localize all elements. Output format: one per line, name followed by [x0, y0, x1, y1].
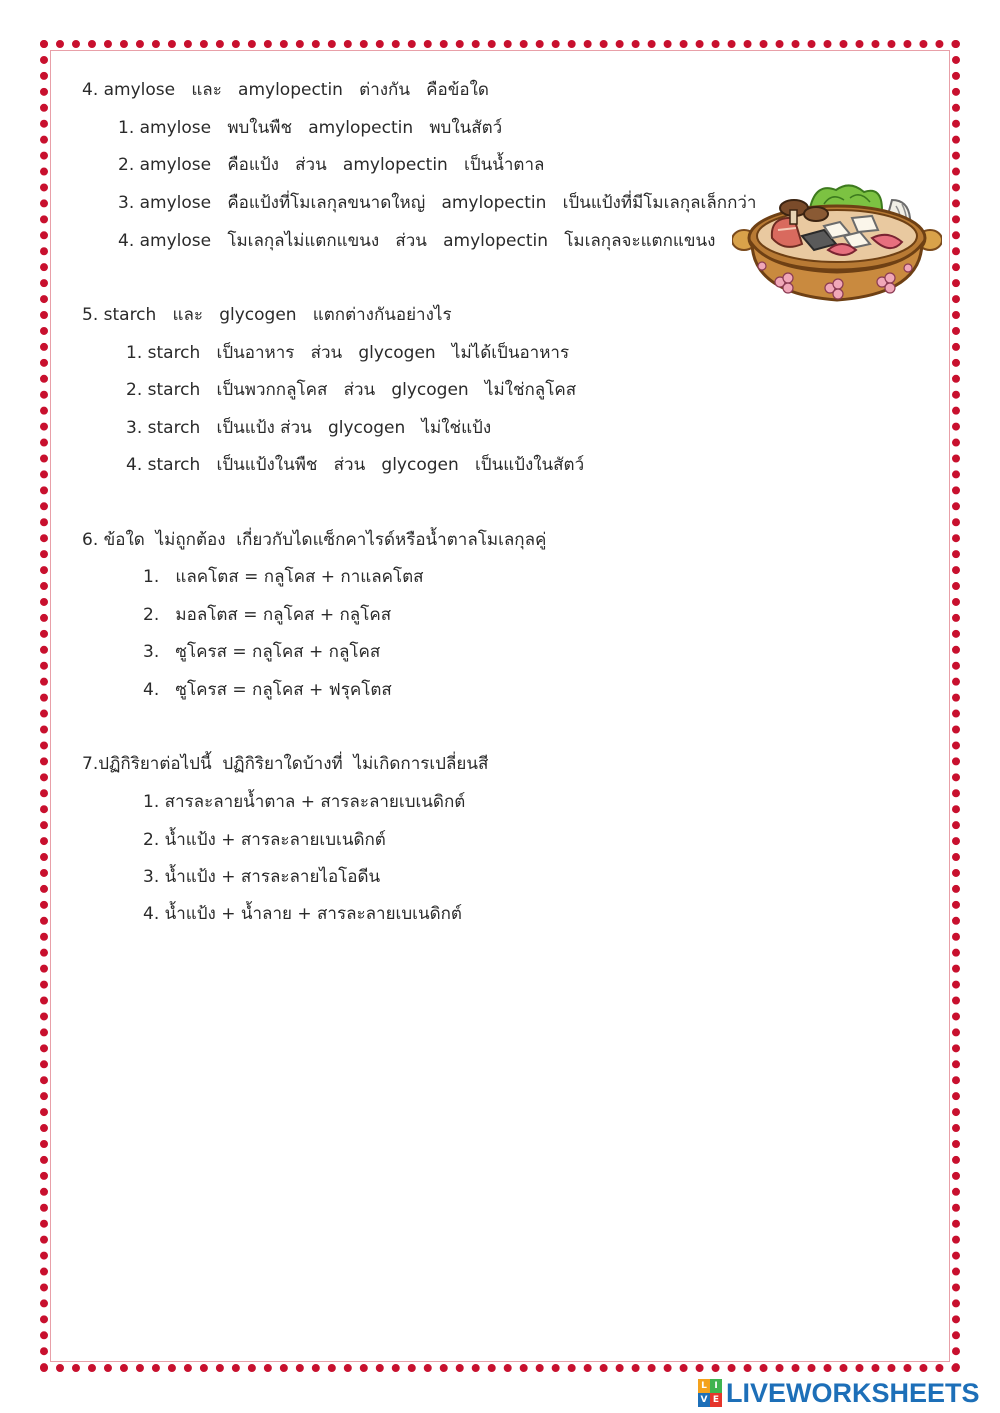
- question-7-choice-4[interactable]: 4. น้ำแป้ง + น้ำลาย + สารละลายเบเนดิกต์: [143, 904, 462, 924]
- question-6-choice-4[interactable]: 4. ซูโครส = กลูโคส + ฟรุคโตส: [143, 680, 392, 700]
- question-4-choice-3[interactable]: 3. amylose คือแป้งที่โมเลกุลขนาดใหญ่ amylopectin เป็นแป้งที่มีโมเลกุลเล็กกว่า: [118, 193, 757, 213]
- question-4-choice-2[interactable]: 2. amylose คือแป้ง ส่วน amylopectin เป็นน้ำตาล: [118, 155, 545, 175]
- question-5-choice-2[interactable]: 2. starch เป็นพวกกลูโคส ส่วน glycogen ไม่ใช่กลูโคส: [126, 380, 577, 400]
- hotpot-icon: [732, 178, 942, 308]
- question-6-choice-1[interactable]: 1. แลคโตส = กลูโคส + กาแลคโตส: [143, 567, 424, 587]
- question-7-choice-1[interactable]: 1. สารละลายน้ำตาล + สารละลายเบเนดิกต์: [143, 792, 466, 812]
- question-7-choice-2[interactable]: 2. น้ำแป้ง + สารละลายเบเนดิกต์: [143, 830, 386, 850]
- question-6-stem: 6. ข้อใด ไม่ถูกต้อง เกี่ยวกับไดแซ็กคาไรด์หรือน้ำตาลโมเลกุลคู่: [82, 530, 547, 550]
- question-4-stem: 4. amylose และ amylopectin ต่างกัน คือข้อใด: [82, 80, 489, 100]
- question-5-choice-3[interactable]: 3. starch เป็นแป้ง ส่วน glycogen ไม่ใช่แป้ง: [126, 418, 492, 438]
- question-4-choice-4[interactable]: 4. amylose โมเลกุลไม่แตกแขนง ส่วน amylopectin โมเลกุลจะแตกแขนง: [118, 231, 716, 251]
- question-5-stem: 5. starch และ glycogen แตกต่างกันอย่างไร: [82, 305, 452, 325]
- question-4-choice-1[interactable]: 1. amylose พบในพืช amylopectin พบในสัตว์: [118, 118, 503, 138]
- question-7-stem: 7.ปฏิกิริยาต่อไปนี้ ปฏิกิริยาใดบ้างที่ ไม่เกิดการเปลี่ยนสี: [82, 754, 489, 774]
- question-7-choice-3[interactable]: 3. น้ำแป้ง + สารละลายไอโอดีน: [143, 867, 381, 887]
- liveworksheets-wordmark: LIVEWORKSHEETS: [726, 1377, 980, 1408]
- question-5-choice-4[interactable]: 4. starch เป็นแป้งในพืช ส่วน glycogen เป็นแป้งในสัตว์: [126, 455, 585, 475]
- question-6-choice-2[interactable]: 2. มอลโตส = กลูโคส + กลูโคส: [143, 605, 392, 625]
- liveworksheets-mark-icon: L I V E: [698, 1379, 722, 1407]
- liveworksheets-logo[interactable]: [698, 1376, 980, 1410]
- question-5-choice-1[interactable]: 1. starch เป็นอาหาร ส่วน glycogen ไม่ได้เป็นอาหาร: [126, 343, 570, 363]
- question-6-choice-3[interactable]: 3. ซูโครส = กลูโคส + กลูโคส: [143, 642, 381, 662]
